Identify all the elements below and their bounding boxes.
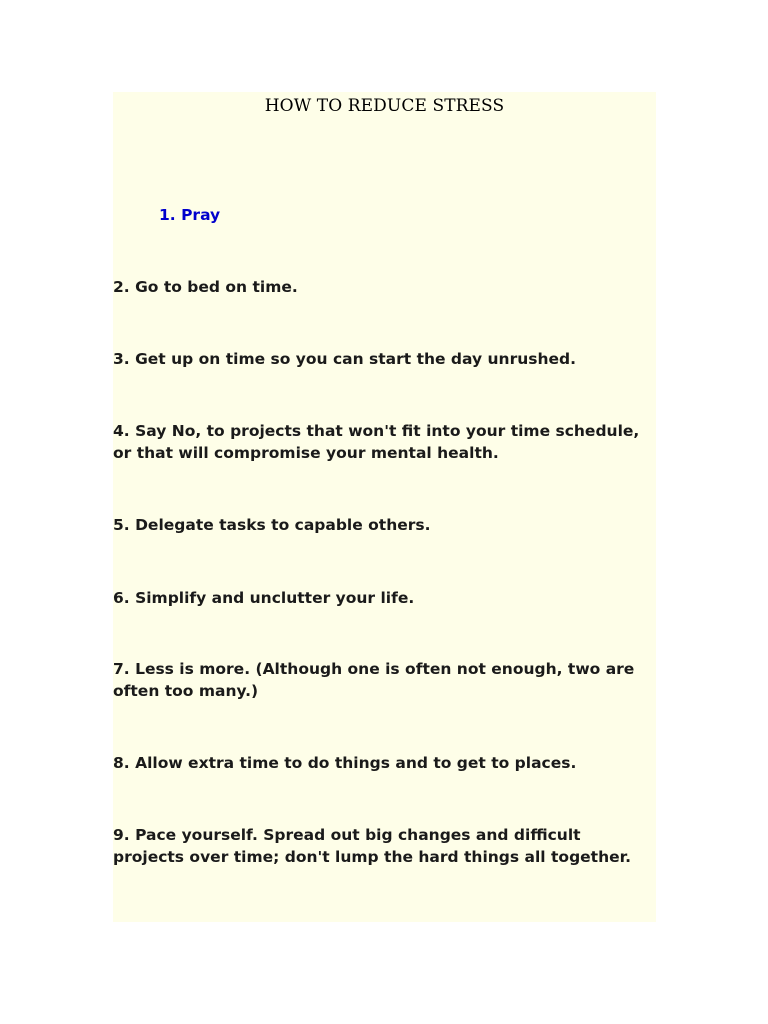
list-item-bed-on-time: 2. Go to bed on time. (113, 278, 298, 296)
list-item-simplify: 6. Simplify and unclutter your life. (113, 589, 415, 607)
page-title: HOW TO REDUCE STRESS (264, 96, 505, 116)
list-item-pace-yourself: 9. Pace yourself. Spread out big changes and difficult projects over time; don't lump the hard things all together. (113, 826, 631, 866)
document-page (113, 92, 656, 922)
list-item-pray: 1. Pray (159, 206, 221, 224)
list-item-extra-time: 8. Allow extra time to do things and to get to places. (113, 754, 577, 772)
list-item-say-no: 4. Say No, to projects that won't fit into your time schedule, or that will compromise your mental health. (113, 422, 640, 462)
list-item-get-up-on-time: 3. Get up on time so you can start the day unrushed. (113, 350, 577, 368)
list-item-less-is-more: 7. Less is more. (Although one is often not enough, two are often too many.) (113, 660, 635, 700)
list-item-delegate: 5. Delegate tasks to capable others. (113, 516, 431, 534)
